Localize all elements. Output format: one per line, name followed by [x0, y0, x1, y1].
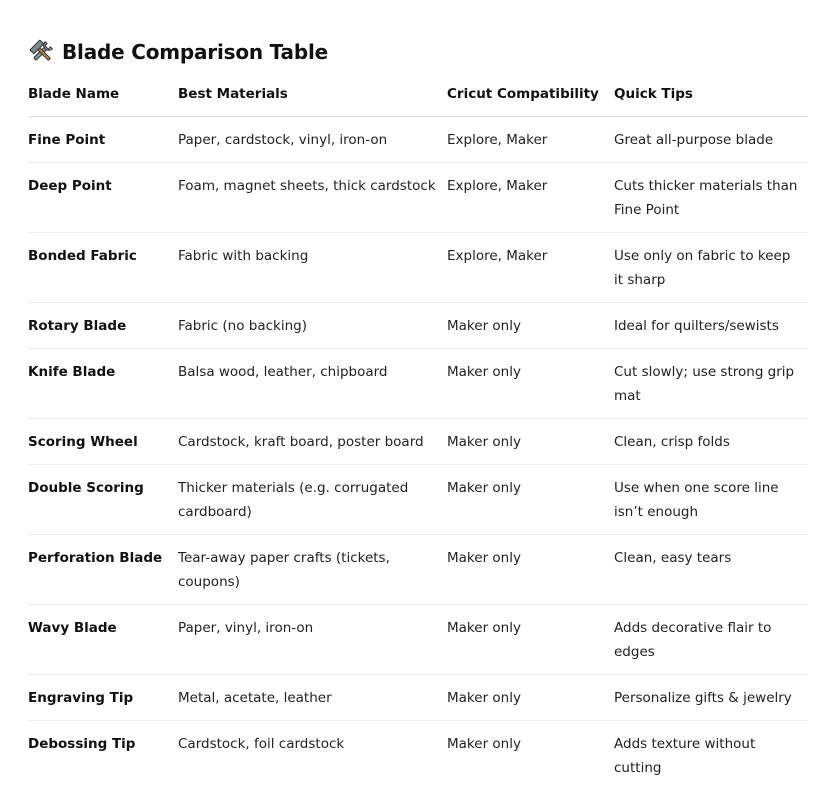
table-row — [28, 465, 808, 535]
compatibility-cell: Maker only — [447, 465, 614, 535]
tips-cell: Use when one score line isn’t enough — [614, 465, 808, 535]
table-row — [28, 303, 808, 349]
header-best-materials: Best Materials — [178, 86, 447, 117]
table-row — [28, 721, 808, 790]
table-row — [28, 349, 808, 419]
table-row — [28, 419, 808, 465]
materials-cell: Balsa wood, leather, chipboard — [178, 349, 447, 419]
compatibility-cell: Maker only — [447, 535, 614, 605]
tips-cell: Clean, easy tears — [614, 535, 808, 605]
tips-cell: Great all-purpose blade — [614, 117, 808, 163]
materials-cell: Metal, acetate, leather — [178, 675, 447, 721]
materials-cell: Fabric (no backing) — [178, 303, 447, 349]
tips-cell: Cuts thicker materials than Fine Point — [614, 163, 808, 233]
header-cricut-compatibility: Cricut Compatibility — [447, 86, 614, 117]
blade-name-cell: Deep Point — [28, 163, 178, 233]
blade-name-cell: Debossing Tip — [28, 721, 178, 790]
table-row — [28, 163, 808, 233]
compatibility-cell: Explore, Maker — [447, 233, 614, 303]
header-quick-tips: Quick Tips — [614, 86, 808, 117]
page-title — [28, 38, 808, 66]
compatibility-cell: Maker only — [447, 721, 614, 790]
blade-name-cell: Fine Point — [28, 117, 178, 163]
materials-cell: Paper, vinyl, iron-on — [178, 605, 447, 675]
compatibility-cell: Maker only — [447, 303, 614, 349]
materials-cell: Fabric with backing — [178, 233, 447, 303]
materials-cell: Tear-away paper crafts (tickets, coupons) — [178, 535, 447, 605]
blade-name-cell: Scoring Wheel — [28, 419, 178, 465]
hammer-wrench-icon — [28, 38, 56, 66]
blade-name-cell: Double Scoring — [28, 465, 178, 535]
tips-cell: Use only on fabric to keep it sharp — [614, 233, 808, 303]
blade-comparison-table — [28, 86, 808, 790]
tips-cell: Ideal for quilters/sewists — [614, 303, 808, 349]
tips-cell: Cut slowly; use strong grip mat — [614, 349, 808, 419]
materials-cell: Cardstock, foil cardstock — [178, 721, 447, 790]
compatibility-cell: Maker only — [447, 349, 614, 419]
tips-cell: Adds decorative flair to edges — [614, 605, 808, 675]
table-row — [28, 535, 808, 605]
table-row — [28, 233, 808, 303]
materials-cell: Cardstock, kraft board, poster board — [178, 419, 447, 465]
page-title-text: Blade Comparison Table — [62, 40, 328, 64]
tips-cell: Adds texture without cutting — [614, 721, 808, 790]
compatibility-cell: Maker only — [447, 605, 614, 675]
compatibility-cell: Maker only — [447, 675, 614, 721]
tips-cell: Clean, crisp folds — [614, 419, 808, 465]
materials-cell: Paper, cardstock, vinyl, iron-on — [178, 117, 447, 163]
blade-name-cell: Engraving Tip — [28, 675, 178, 721]
table-row — [28, 605, 808, 675]
table-row — [28, 675, 808, 721]
blade-name-cell: Knife Blade — [28, 349, 178, 419]
table-row — [28, 117, 808, 163]
tips-cell: Personalize gifts & jewelry — [614, 675, 808, 721]
header-blade-name: Blade Name — [28, 86, 178, 117]
blade-name-cell: Rotary Blade — [28, 303, 178, 349]
materials-cell: Thicker materials (e.g. corrugated cardboard) — [178, 465, 447, 535]
blade-name-cell: Bonded Fabric — [28, 233, 178, 303]
compatibility-cell: Explore, Maker — [447, 117, 614, 163]
compatibility-cell: Maker only — [447, 419, 614, 465]
table-header-row — [28, 86, 808, 117]
blade-name-cell: Wavy Blade — [28, 605, 178, 675]
materials-cell: Foam, magnet sheets, thick cardstock — [178, 163, 447, 233]
compatibility-cell: Explore, Maker — [447, 163, 614, 233]
blade-name-cell: Perforation Blade — [28, 535, 178, 605]
